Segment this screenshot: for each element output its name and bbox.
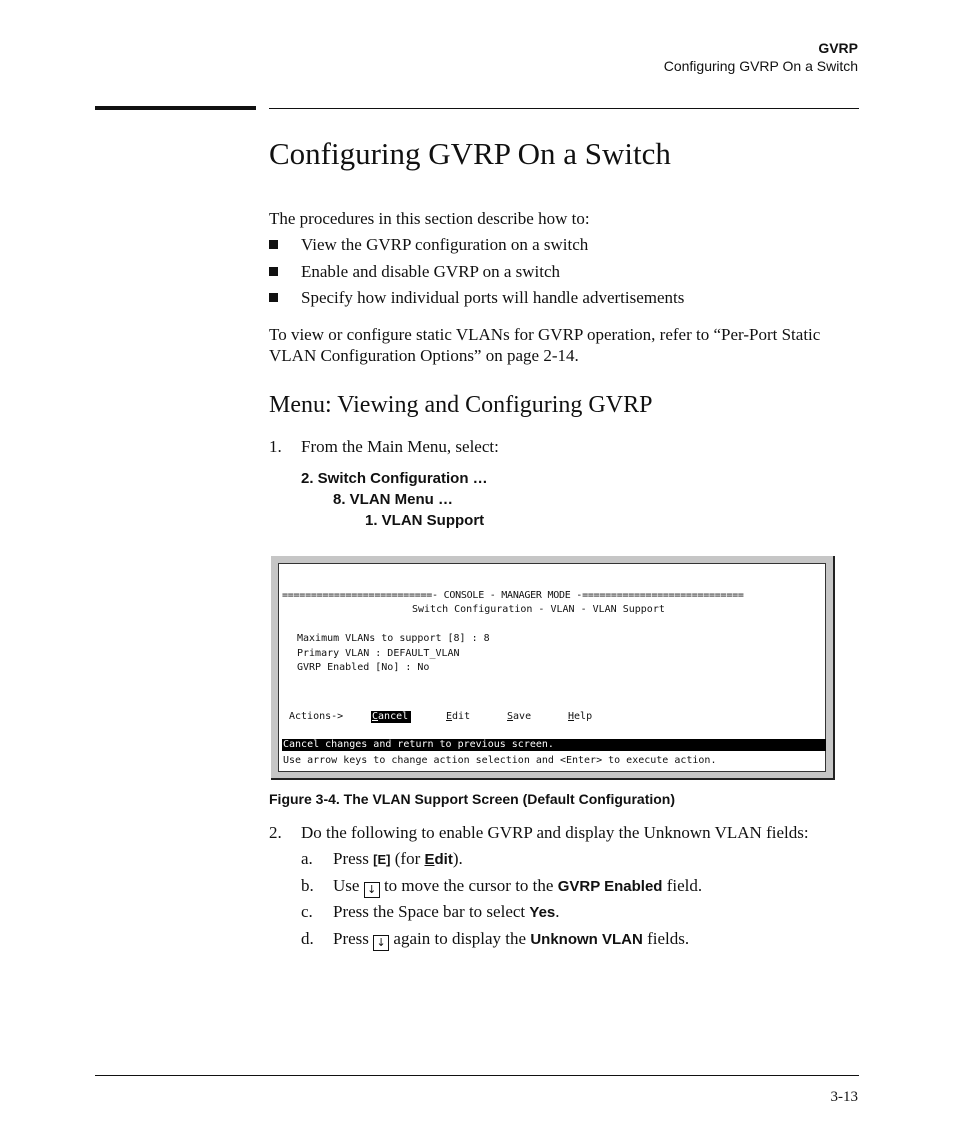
console-field-gvrp-enabled: GVRP Enabled [No] : No: [297, 662, 430, 673]
down-arrow-key-icon: ↓: [373, 935, 389, 951]
console-status-line: Cancel changes and return to previous screen.: [282, 739, 826, 751]
console-action-cancel[interactable]: Cancel: [371, 711, 411, 723]
gvrp-enabled-label: GVRP Enabled: [557, 878, 663, 895]
bullet-item: Enable and disable GVRP on a switch: [269, 262, 560, 282]
step-2: 2. Do the following to enable GVRP and display the Unknown VLAN fields:: [269, 823, 809, 842]
step-2c: c. Press the Space bar to select Yes.: [301, 902, 560, 921]
bullet-square-icon: [269, 240, 278, 249]
step-1: 1. From the Main Menu, select:: [269, 437, 499, 456]
console-screen: [278, 563, 826, 772]
section-subheading: Menu: Viewing and Configuring GVRP: [269, 392, 653, 418]
menu-path-level-1: 2. Switch Configuration …: [301, 470, 488, 487]
bullet-square-icon: [269, 293, 278, 302]
vlan-reference-paragraph: To view or configure static VLANs for GVRP operation, refer to “Per-Port Static VLAN Configuration Options” on page 2-14.: [269, 325, 821, 365]
figure-caption: Figure 3-4. The VLAN Support Screen (Default Configuration): [269, 791, 676, 807]
menu-path-level-2: 8. VLAN Menu …: [333, 491, 454, 508]
console-screen-title: Switch Configuration - VLAN - VLAN Support: [412, 604, 665, 615]
running-header-subtitle: Configuring GVRP On a Switch: [663, 58, 858, 74]
unknown-vlan-label: Unknown VLAN: [530, 931, 643, 948]
console-actions-label: Actions->: [289, 711, 344, 722]
console-field-primary-vlan: Primary VLAN : DEFAULT_VLAN: [297, 648, 460, 659]
step-2a: a. Press [E] (for Edit).: [301, 849, 463, 868]
bullet-square-icon: [269, 267, 278, 276]
bullet-item: Specify how individual ports will handle advertisements: [269, 288, 684, 308]
yes-label: Yes: [529, 904, 556, 921]
intro-text: The procedures in this section describe how to:: [269, 209, 590, 228]
console-action-help[interactable]: Help: [568, 711, 593, 722]
key-e-label: [E]: [373, 852, 391, 867]
console-action-save[interactable]: Save: [507, 711, 532, 722]
running-header-section: GVRP: [818, 40, 858, 56]
menu-path-level-3: 1. VLAN Support: [365, 512, 485, 529]
step-2b: b. Use ↓ to move the cursor to the GVRP Enabled field.: [301, 876, 703, 896]
console-action-edit[interactable]: Edit: [446, 711, 471, 722]
header-rule-thin: [269, 108, 859, 109]
header-rule-thick: [95, 106, 256, 110]
step-2d: d. Press ↓ again to display the Unknown VLAN fields.: [301, 929, 690, 949]
console-screenshot-frame: [271, 556, 835, 780]
page-title: Configuring GVRP On a Switch: [269, 136, 671, 171]
bullet-item: View the GVRP configuration on a switch: [269, 235, 588, 255]
console-header-line: ==========================- CONSOLE - MANAGER MODE -============================: [282, 590, 744, 601]
edit-label: Edit: [424, 851, 453, 868]
console-help-line: Use arrow keys to change action selection and <Enter> to execute action.: [283, 755, 717, 766]
console-field-max-vlans: Maximum VLANs to support [8] : 8: [297, 633, 490, 644]
footer-rule: [95, 1075, 859, 1076]
page-number: 3-13: [830, 1089, 858, 1105]
down-arrow-key-icon: ↓: [364, 882, 380, 898]
